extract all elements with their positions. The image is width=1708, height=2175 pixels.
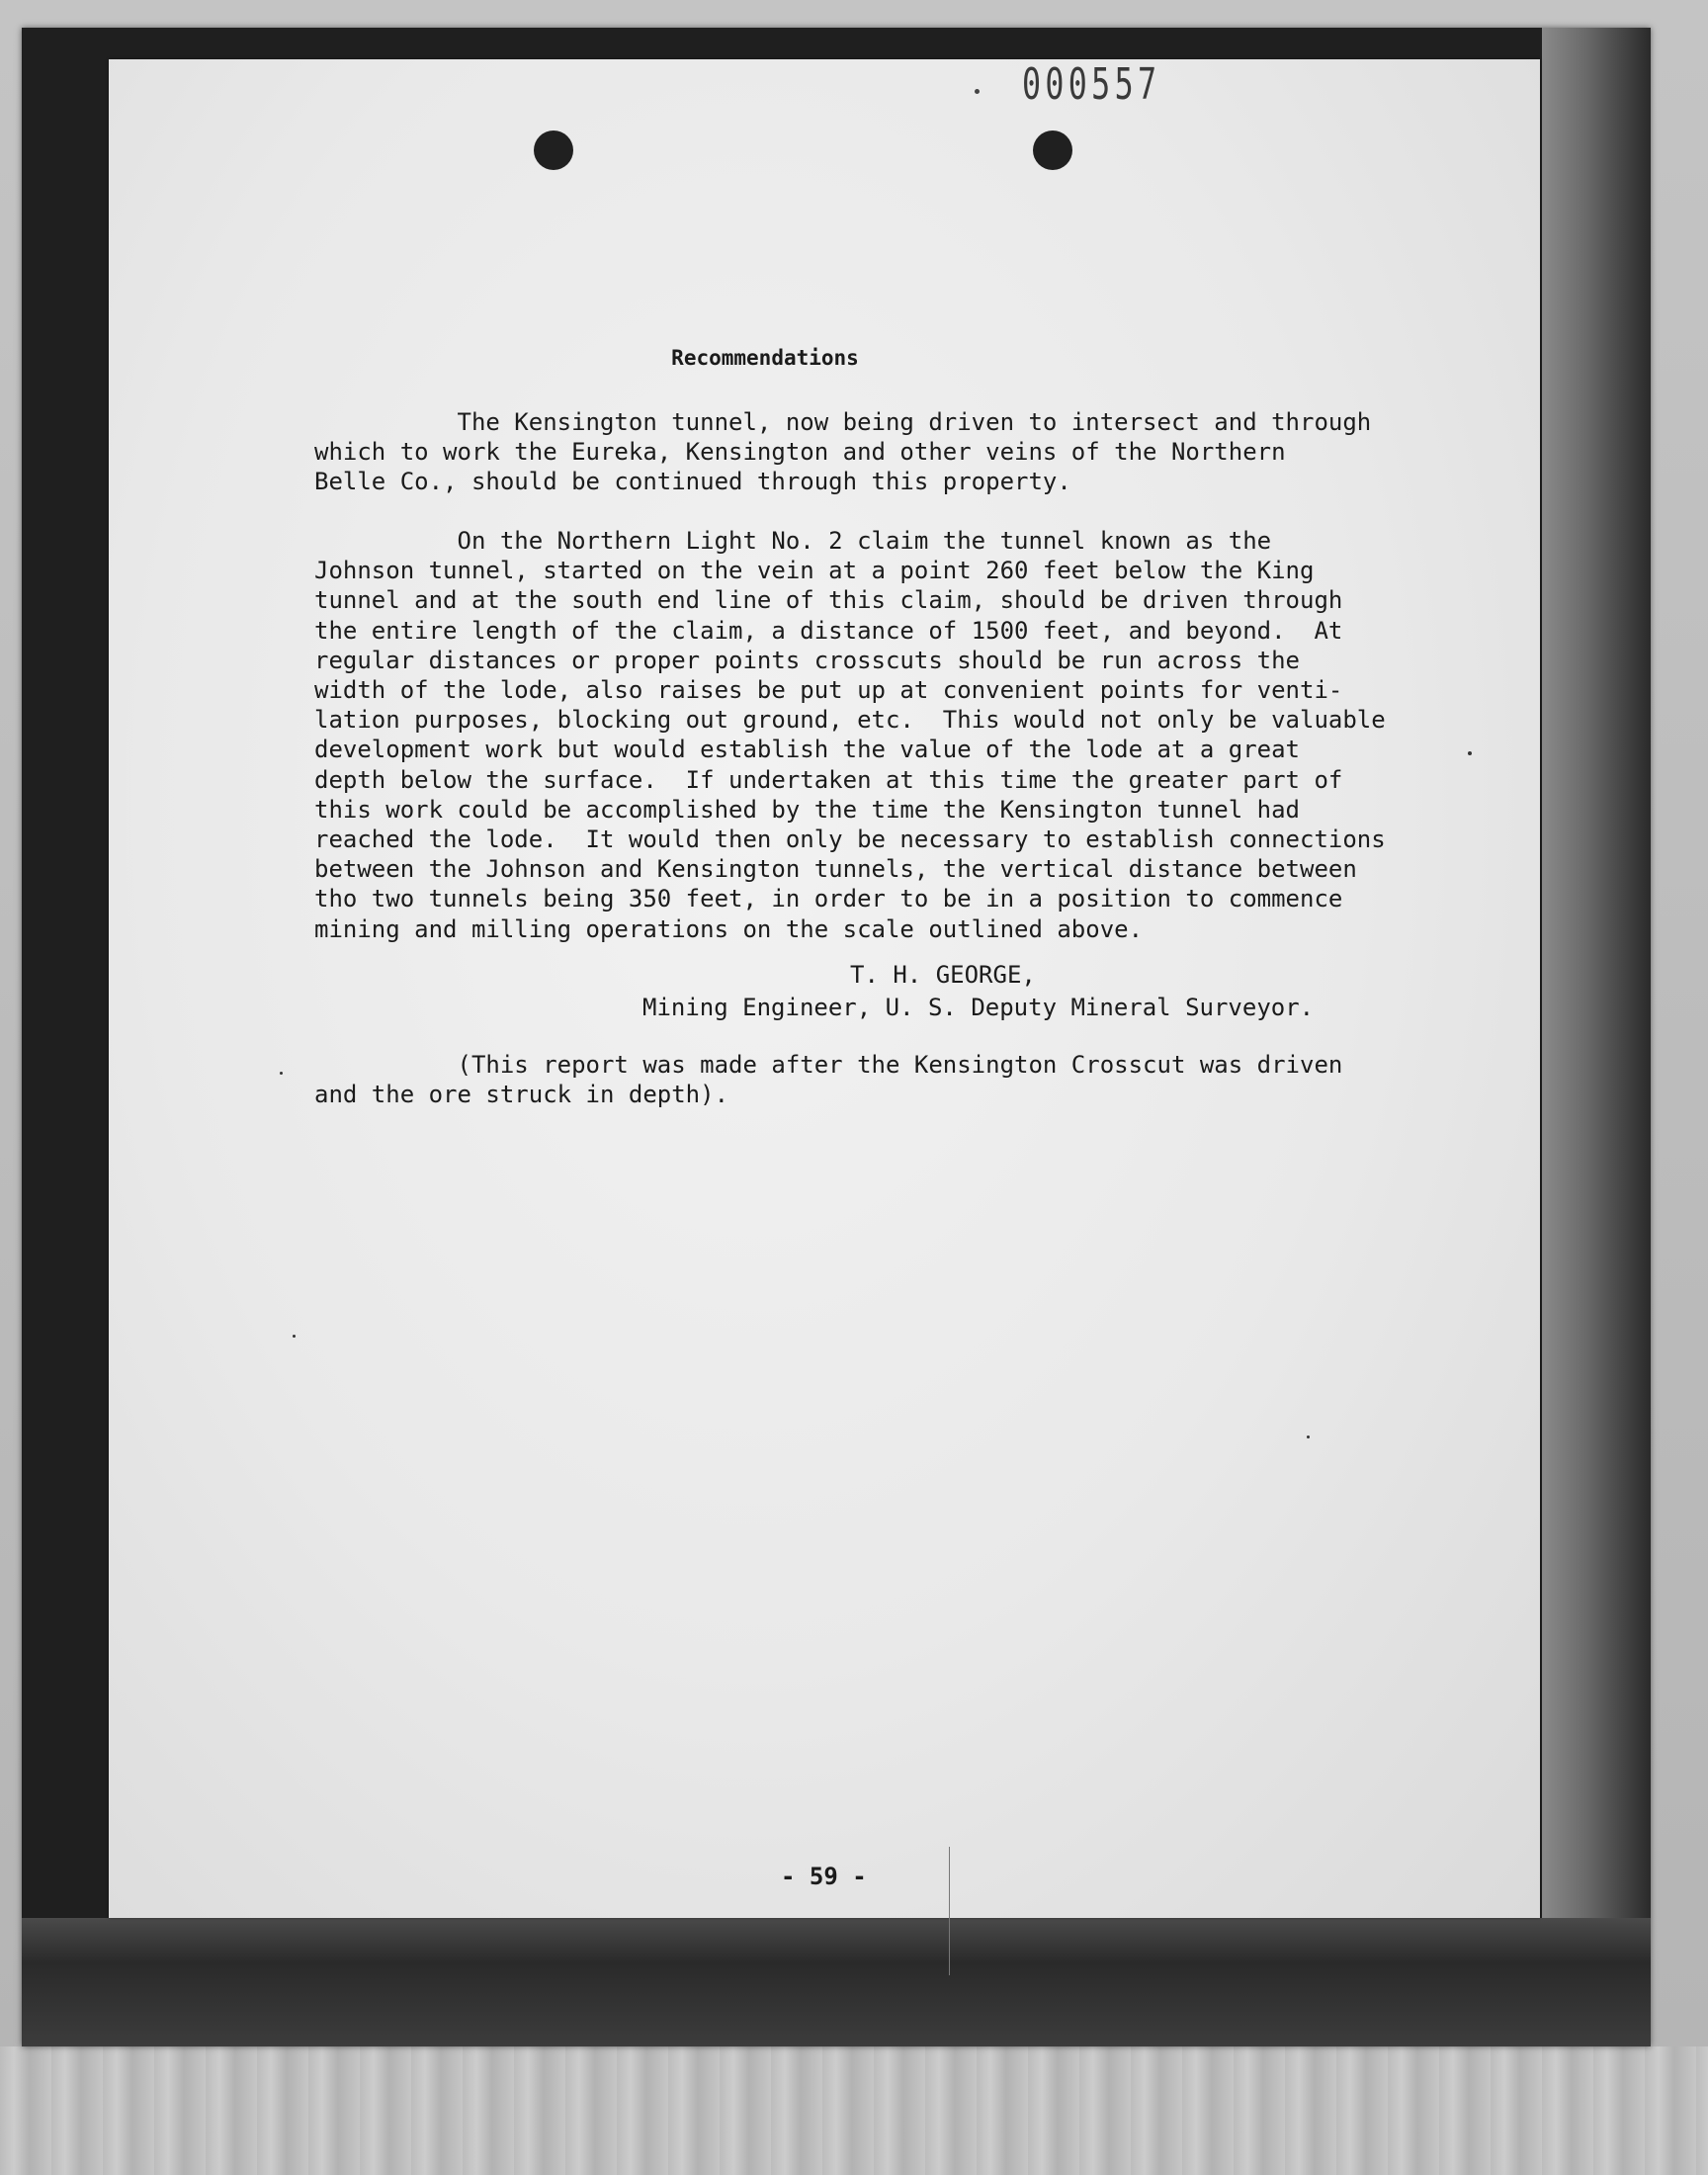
- paragraph-report-note: (This report was made after the Kensington Crosscut was driven and the ore struck in depth).: [314, 1051, 1343, 1109]
- document-number-stamp: 000557: [1022, 59, 1161, 110]
- paragraph-kensington-tunnel: The Kensington tunnel, now being driven to intersect and through which to work the Eureka, Kensington and other veins of the Northern Belle Co., should be continued through this property.: [314, 408, 1372, 496]
- signature-title: Mining Engineer, U. S. Deputy Mineral Surveyor.: [642, 994, 1315, 1021]
- page-heading: Recommendations: [671, 346, 859, 370]
- scanner-frame-right-shadow: [1542, 28, 1651, 2046]
- scanner-frame-bottom: [22, 1918, 1651, 2046]
- document-page: [109, 59, 1540, 1918]
- signature-name: T. H. GEORGE,: [850, 961, 1036, 989]
- document-body: [109, 59, 1540, 1918]
- page-number: - 59 -: [781, 1863, 867, 1890]
- paper-speck: [293, 1335, 296, 1338]
- scan-bottom-texture: [0, 2046, 1708, 2175]
- paper-speck: [1307, 1436, 1310, 1438]
- paper-speck: [1468, 751, 1472, 755]
- fold-line: [949, 1847, 950, 1975]
- paragraph-johnson-tunnel: On the Northern Light No. 2 claim the tunnel known as the Johnson tunnel, started on the vein at a point 260 feet below the King tunnel and at the south end line of this claim, should be driven through the entire length of the claim, a distance of 1500 feet, and beyond. At regular distances or proper points crosscuts should be run across the width of the lode, also raises be put up at convenient points for venti- lation purposes, blocking out ground, etc. This would not only be valuable development work but would establish the value of the lode at a great depth below the surface. If undertaken at this time the greater part of this work could be accomplished by the time the Kensington tunnel had reached the lode. It would then only be necessary to establish connections between the Johnson and Kensington tunnels, the vertical distance between tho two tunnels being 350 feet, in order to be in a position to commence mining and milling operations on the scale outlined above.: [314, 527, 1386, 943]
- paper-speck: [280, 1072, 283, 1075]
